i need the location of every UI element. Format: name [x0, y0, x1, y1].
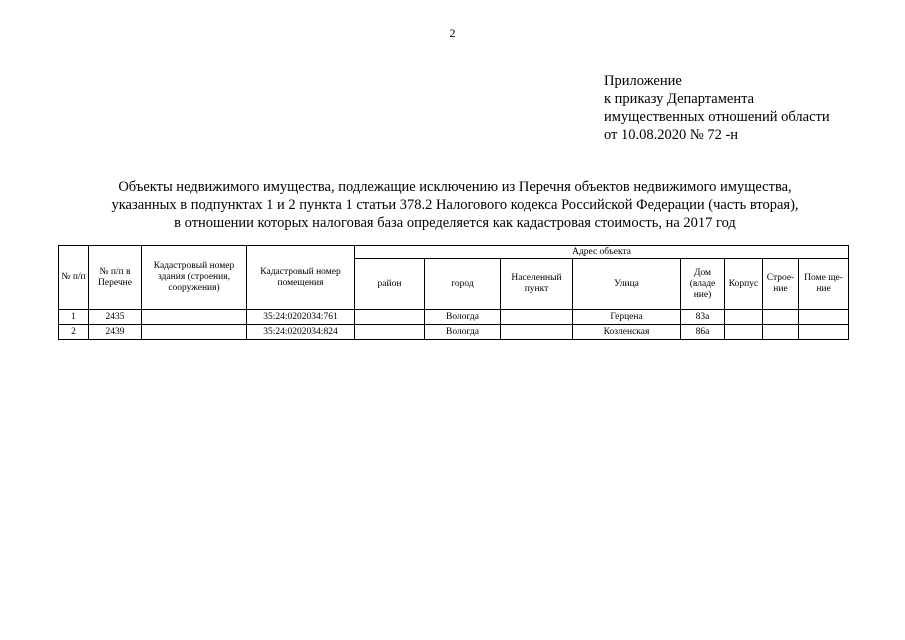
cell-stroenie	[763, 310, 799, 325]
document-title	[60, 178, 850, 232]
cell-house: 86а	[681, 325, 725, 340]
title-line: в отношении которых налоговая база определяется как кадастровая стоимость, на 2017 год	[174, 215, 736, 231]
appendix-line: имущественных отношений области	[604, 109, 830, 125]
table-row	[59, 310, 849, 325]
cell-pomeshchenie	[799, 310, 849, 325]
header-korpus: Корпус	[725, 259, 763, 310]
table-row	[59, 325, 849, 340]
header-list-num: № п/п в Перечне	[89, 246, 142, 310]
cell-num: 2	[59, 325, 89, 340]
cell-pomeshchenie	[799, 325, 849, 340]
cell-stroenie	[763, 325, 799, 340]
title-line: указанных в подпунктах 1 и 2 пункта 1 статьи 378.2 Налогового кодекса Российской Федерации (часть вторая),	[111, 197, 799, 213]
cell-premises-cadastral: 35:24:0202034:761	[247, 310, 355, 325]
cell-list-num: 2439	[89, 325, 142, 340]
cell-building-cadastral	[142, 310, 247, 325]
cell-street: Козленская	[573, 325, 681, 340]
cell-num: 1	[59, 310, 89, 325]
cell-house: 83а	[681, 310, 725, 325]
cell-district	[355, 325, 425, 340]
cell-building-cadastral	[142, 325, 247, 340]
appendix-line: к приказу Департамента	[604, 91, 755, 107]
header-settlement: Населенный пункт	[501, 259, 573, 310]
objects-table	[58, 245, 849, 340]
cell-city: Вологда	[425, 325, 501, 340]
appendix-line: от 10.08.2020 № 72 -н	[604, 127, 739, 143]
cell-district	[355, 310, 425, 325]
header-premises-cadastral: Кадастровый номер помещения	[247, 246, 355, 310]
header-house: Дом (владе ние)	[681, 259, 725, 310]
appendix-line: Приложение	[604, 73, 682, 89]
header-street: Улица	[573, 259, 681, 310]
header-city: город	[425, 259, 501, 310]
header-building-cadastral: Кадастровый номер здания (строения, сооружения)	[142, 246, 247, 310]
cell-premises-cadastral: 35:24:0202034:824	[247, 325, 355, 340]
appendix-block	[604, 72, 830, 144]
cell-list-num: 2435	[89, 310, 142, 325]
cell-settlement	[501, 325, 573, 340]
title-line: Объекты недвижимого имущества, подлежащие исключению из Перечня объектов недвижимого имущества,	[118, 179, 792, 195]
header-address-group: Адрес объекта	[355, 246, 849, 259]
header-stroenie: Строе- ние	[763, 259, 799, 310]
page-number: 2	[449, 26, 456, 40]
cell-korpus	[725, 325, 763, 340]
header-district: район	[355, 259, 425, 310]
cell-street: Герцена	[573, 310, 681, 325]
header-num: № п/п	[59, 246, 89, 310]
header-pomeshchenie: Поме ще- ние	[799, 259, 849, 310]
cell-korpus	[725, 310, 763, 325]
cell-city: Вологда	[425, 310, 501, 325]
cell-settlement	[501, 310, 573, 325]
